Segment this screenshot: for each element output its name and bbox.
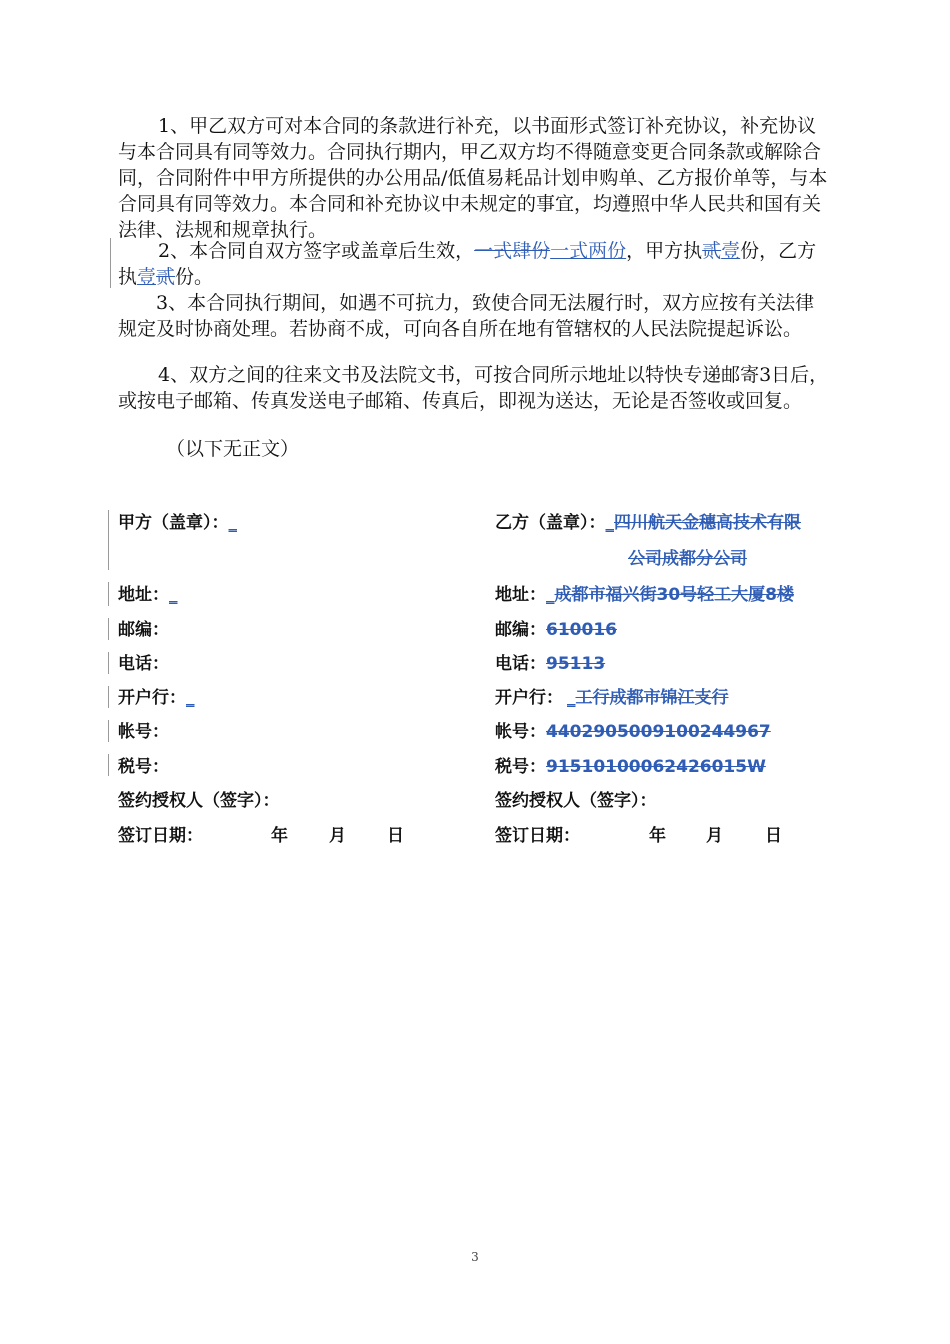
party-b-company-name-cont: 公司成都分公司 xyxy=(628,549,747,569)
party-a-address-field[interactable]: _ xyxy=(169,585,178,605)
party-b-company-name: 四川航天金穗高技术有限 xyxy=(614,513,801,533)
change-bar xyxy=(110,238,111,288)
deleted-text-party-a-count: 贰 xyxy=(702,240,722,262)
change-bar xyxy=(108,720,109,742)
deleted-text-copies: 一式肆份 xyxy=(474,240,551,262)
party-b-date-month: 月 xyxy=(706,826,723,846)
party-b-company-name-line2 xyxy=(628,548,747,570)
party-a-seal-label: 甲方（盖章）： xyxy=(118,513,229,533)
party-b-address-value: 成都市福兴街30号轻工大厦8楼 xyxy=(554,585,794,605)
clause-2-text-2: ，甲方执 xyxy=(626,240,703,262)
inserted-text-party-b-count: 壹 xyxy=(137,266,157,288)
party-a-date-label: 签订日期： xyxy=(118,826,203,846)
party-b-phone xyxy=(495,653,605,675)
party-b-postcode-value: 610016 xyxy=(546,620,617,640)
party-a-address xyxy=(118,584,178,606)
change-bar xyxy=(108,754,109,776)
clause-2-text-1: 2、本合同自双方签字或盖章后生效， xyxy=(158,240,475,262)
party-b-account-label: 帐号： xyxy=(495,722,546,742)
party-b-signatory-label: 签约授权人（签字）： xyxy=(495,791,657,811)
party-a-seal xyxy=(118,512,237,534)
party-a-postcode-label: 邮编： xyxy=(118,620,169,640)
party-a-signatory-label: 签约授权人（签字）： xyxy=(118,791,280,811)
party-a-bank xyxy=(118,687,195,709)
clause-2-text-3: 份，乙方执 xyxy=(118,240,817,288)
end-of-text-note: （以下无正文） xyxy=(166,438,300,460)
change-bar xyxy=(108,510,109,570)
party-b-seal-field[interactable]: _ xyxy=(605,513,614,533)
inserted-text-copies: 一式两份 xyxy=(550,240,627,262)
inserted-text-party-a-count: 壹 xyxy=(721,240,741,262)
party-b-address-field[interactable]: _ xyxy=(546,585,555,605)
party-a-date-year: 年 xyxy=(271,826,288,846)
clause-3: 3、本合同执行期间，如遇不可抗力，致使合同无法履行时，双方应按有关法律规定及时协商处理。若协商不成，可向各自所在地有管辖权的人民法院提起诉讼。 xyxy=(118,292,815,340)
party-b-address-label: 地址： xyxy=(495,585,546,605)
party-b-address xyxy=(495,584,794,606)
change-bar xyxy=(108,686,109,708)
party-b-date-label: 签订日期： xyxy=(495,826,580,846)
party-b-postcode xyxy=(495,619,617,641)
party-a-date-month: 月 xyxy=(329,826,346,846)
clause-1: 1、甲乙双方可对本合同的条款进行补充，以书面形式签订补充协议，补充协议与本合同具有同等效力。合同执行期内，甲乙双方均不得随意变更合同条款或解除合同，合同附件中甲方所提供的办公用品/低值易耗品计划申购单、乙方报价单等，与本合同具有同等效力。本合同和补充协议中未规定的事宜，均遵照中华人民共和国有关法律、法规和规章执行。 xyxy=(118,115,828,241)
change-bar xyxy=(108,652,109,674)
page-number: 3 xyxy=(471,1250,479,1264)
party-a-seal-field[interactable]: _ xyxy=(228,513,237,533)
party-b-bank-label: 开户行： xyxy=(495,688,563,708)
change-bar xyxy=(108,618,109,640)
party-b-tax-label: 税号： xyxy=(495,757,546,777)
party-a-bank-label: 开户行： xyxy=(118,688,186,708)
party-b-phone-value: 95113 xyxy=(546,654,606,674)
party-b-account xyxy=(495,721,771,743)
party-b-bank-field[interactable]: _ xyxy=(567,688,576,708)
clause-4: 4、双方之间的往来文书及法院文书，可按合同所示地址以特快专递邮寄3日后，或按电子邮箱、传真发送电子邮箱、传真后，即视为送达，无论是否签收或回复。 xyxy=(118,364,829,412)
party-b-account-value: 4402905009100244967 xyxy=(546,722,771,742)
party-b-bank xyxy=(495,687,729,709)
clause-2 xyxy=(118,238,833,290)
party-b-bank-value: 工行成都市锦江支行 xyxy=(575,688,729,708)
party-b-postcode-label: 邮编： xyxy=(495,620,546,640)
clause-2-text-4: 份。 xyxy=(175,266,214,288)
party-a-account-label: 帐号： xyxy=(118,722,169,742)
party-b-phone-label: 电话： xyxy=(495,654,546,674)
party-a-bank-field[interactable]: _ xyxy=(186,688,195,708)
deleted-text-party-b-count: 贰 xyxy=(156,266,176,288)
party-b-tax-value: 91510100062426015W xyxy=(546,757,766,777)
party-b-seal xyxy=(495,512,801,534)
party-b-date-year: 年 xyxy=(649,826,666,846)
party-b-tax xyxy=(495,756,766,778)
party-a-phone-label: 电话： xyxy=(118,654,169,674)
party-b-seal-label: 乙方（盖章）： xyxy=(495,513,606,533)
party-b-date-day: 日 xyxy=(765,826,782,846)
party-a-tax-label: 税号： xyxy=(118,757,169,777)
party-a-date-day: 日 xyxy=(387,826,404,846)
change-bar xyxy=(108,582,109,606)
party-a-address-label: 地址： xyxy=(118,585,169,605)
